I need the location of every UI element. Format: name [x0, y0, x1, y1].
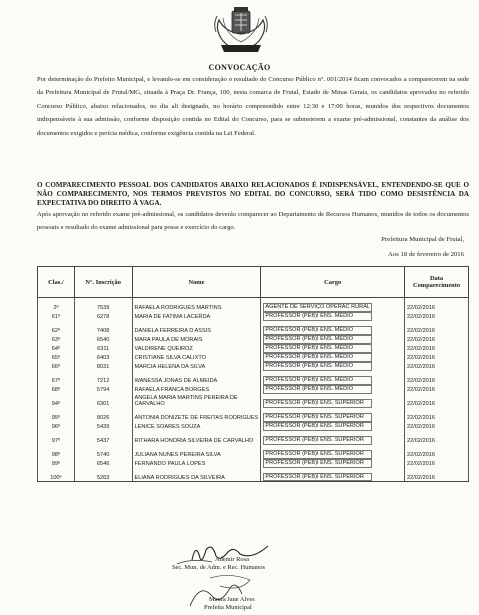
inscricao-cell: 8026: [74, 408, 132, 422]
clas-cell: 65º: [38, 353, 75, 362]
intro-paragraph: Por determinação do Prefeito Municipal, e levando-se em consideração o resultado do Concurso Público n°. 001/2014 ficam convocados a comparecerem na sede da Prefeitura Municipal de Frutal/MG, situada à Praça Dr. França, 100, nesta comarca de Frutal, Estado de Minas Gerais, os candidatos aprovados no referido Concurso Público, abaixo relacionados, no dia ali designado, no horário compreendido entre 12:30 e 17:00 horas, munidos dos respectivos documentos indispensáveis à sua admissão, conforme disposição contida no Edital do Concurso, para se submeterem a exame pré-admissional, constantes da análise dos documentos exigidos e perícia médica, conforme exigência contida na Lei Federal.: [37, 76, 469, 137]
nome-cell: WANESSA JONAS DE ALMEIDA: [132, 371, 261, 385]
cargo-label: PROFESSOR (PEB)I ENS. SUPERIOR: [263, 413, 372, 421]
cargo-label: PROFESSOR (PEB)I ENS. MÉDIO: [263, 335, 372, 343]
nome-cell: RAFAELA RODRIGUES MARTINS: [132, 298, 261, 312]
clas-cell: 98º: [38, 445, 75, 459]
cargo-label: PROFESSOR (PEB)I ENS. MÉDIO: [263, 344, 372, 352]
cargo-cell: [261, 422, 405, 431]
col-header-data: Data Comparecimento: [405, 267, 469, 298]
cargo-label: PROFESSOR (PEB)I ENS. SUPERIOR: [263, 436, 372, 444]
clas-cell: 94º: [38, 394, 75, 408]
data-cell: 22/02/2016: [405, 422, 469, 431]
data-cell: 22/02/2016: [405, 394, 469, 408]
cargo-label: PROFESSOR (PEB)I ENS. MÉDIO: [263, 362, 372, 370]
nome-cell: RAFAELA FRANCA BORGES: [132, 385, 261, 394]
col-header-inscricao: N°. Inscrição: [74, 267, 132, 298]
clas-cell: 100º: [38, 468, 75, 482]
table-row: [38, 459, 469, 468]
data-cell: 22/02/2016: [405, 468, 469, 482]
cargo-label: PROFESSOR (PEB)I ENS. SUPERIOR: [263, 422, 372, 430]
cargo-cell: [261, 459, 405, 468]
inscricao-cell: 7212: [74, 371, 132, 385]
cargo-label: PROFESSOR (PEB)I ENS. SUPERIOR: [263, 473, 372, 481]
table-row: [38, 298, 469, 312]
date-line: Aos 18 de fevereiro de 2016: [388, 251, 464, 258]
table-row: [38, 394, 469, 408]
candidates-table: [37, 266, 469, 482]
inscricao-cell: 7539: [74, 298, 132, 312]
table-row: [38, 431, 469, 445]
nome-cell: RITHARA HONORIA SILVEIRA DE CARVALHO: [132, 431, 261, 445]
data-cell: 22/02/2016: [405, 312, 469, 321]
cargo-cell: [261, 445, 405, 459]
table-row: [38, 422, 469, 431]
table-row: [38, 353, 469, 362]
table-row: [38, 385, 469, 394]
cargo-cell: [261, 321, 405, 335]
clas-cell: 2º: [38, 298, 75, 312]
inscricao-cell: 6278: [74, 312, 132, 321]
signatory-2-name: Maura Jane Alves: [209, 596, 255, 603]
data-cell: 22/02/2016: [405, 459, 469, 468]
nome-cell: MARIA DE FATIMA LACERDA: [132, 312, 261, 321]
nome-cell: CRISTIANE SILVA CALIXTO: [132, 353, 261, 362]
nome-cell: LENICE SOARES SOUZA: [132, 422, 261, 431]
data-cell: 22/02/2016: [405, 335, 469, 344]
table-row: [38, 335, 469, 344]
cargo-cell: [261, 362, 405, 371]
inscricao-cell: 5794: [74, 385, 132, 394]
clas-cell: 67º: [38, 371, 75, 385]
place-line: Prefeitura Municipal de Frutal,: [381, 236, 464, 243]
data-cell: 22/02/2016: [405, 385, 469, 394]
clas-cell: 61º: [38, 312, 75, 321]
inscricao-cell: 5437: [74, 431, 132, 445]
clas-cell: 96º: [38, 422, 75, 431]
data-cell: 22/02/2016: [405, 408, 469, 422]
instructions-paragraph: Após aprovação no referido exame pré-admissional, os candidatos deverão comparecer ao Departamento de Recursos Humanos, munidos de todos os documentos pessoais e resultado do exame admissional para posse e exercício do cargo.: [37, 211, 469, 231]
warning-paragraph: O COMPARECIMENTO PESSOAL DOS CANDIDATOS ABAIXO RELACIONADOS É INDISPENSÁVEL, ENTENDENDO-SE QUE O NÃO COMPARECIMENTO, NOS TERMOS PREVISTOS NO EDITAL DO CONCURSO, SERÁ TIDO COMO DESISTÊNCIA DA EXPECTATIVA DO DIREITO À VAGA.: [37, 181, 469, 207]
cargo-cell: [261, 371, 405, 385]
cargo-cell: [261, 298, 405, 312]
inscricao-cell: 7408: [74, 321, 132, 335]
data-cell: 22/02/2016: [405, 353, 469, 362]
signatory-1-role: Sec. Mun. de Adm. e Rec. Humanos: [172, 564, 266, 571]
cargo-label: AGENTE DE SERVIÇO OPERAC RURAL: [263, 303, 372, 311]
nome-cell: MARA PAULA DE MORAIS: [132, 335, 261, 344]
nome-cell: ANTONIA DONIZETE DE FREITAS RODRIGUES: [132, 408, 261, 422]
cargo-cell: [261, 344, 405, 353]
inscricao-cell: 8031: [74, 362, 132, 371]
inscricao-cell: 5439: [74, 422, 132, 431]
clas-cell: 95º: [38, 408, 75, 422]
clas-cell: 66º: [38, 362, 75, 371]
cargo-label: PROFESSOR (PEB)I ENS. MÉDIO: [263, 326, 372, 334]
cargo-cell: [261, 431, 405, 445]
table-row: [38, 371, 469, 385]
data-cell: 22/02/2016: [405, 431, 469, 445]
data-cell: 22/02/2016: [405, 362, 469, 371]
cargo-cell: [261, 385, 405, 394]
cargo-label: PROFESSOR (PEB)I ENS. MÉDIO: [263, 312, 372, 320]
nome-cell: DANIELA FERREIRA D ASSIS: [132, 321, 261, 335]
table-row: [38, 468, 469, 482]
clas-cell: 99º: [38, 459, 75, 468]
inscricao-cell: 5740: [74, 445, 132, 459]
signatory-1-name: Ademir Rosa: [215, 556, 249, 563]
inscricao-cell: 6301: [74, 394, 132, 408]
cargo-label: PROFESSOR (PEB)I ENS. MÉDIO: [263, 385, 372, 393]
city-crest-icon: [213, 4, 269, 56]
col-header-clas: Clas./: [38, 267, 75, 298]
clas-cell: 97º: [38, 431, 75, 445]
nome-cell: MARCIA HELENA DA SILVA: [132, 362, 261, 371]
cargo-cell: [261, 353, 405, 362]
cargo-label: PROFESSOR (PEB)I ENS. MÉDIO: [263, 353, 372, 361]
inscricao-cell: 6540: [74, 335, 132, 344]
col-header-cargo: Cargo: [261, 267, 405, 298]
table-row: [38, 362, 469, 371]
cargo-cell: [261, 408, 405, 422]
cargo-cell: [261, 335, 405, 344]
data-cell: 22/02/2016: [405, 298, 469, 312]
cargo-label: PROFESSOR (PEB)I ENS. SUPERIOR: [263, 459, 372, 467]
cargo-cell: [261, 312, 405, 321]
table-row: [38, 408, 469, 422]
table-row: [38, 445, 469, 459]
nome-cell: VALDIRENE QUEIROZ: [132, 344, 261, 353]
cargo-label: PROFESSOR (PEB)I ENS. SUPERIOR: [263, 399, 372, 407]
nome-cell: ANGELA MARIA MARTINS PEREIRA DE CARVALHO: [132, 394, 261, 408]
nome-cell: JULIANA NUNES PEREIRA SILVA: [132, 445, 261, 459]
data-cell: 22/02/2016: [405, 344, 469, 353]
signatory-2-role: Prefeita Municipal: [204, 604, 252, 611]
data-cell: 22/02/2016: [405, 445, 469, 459]
nome-cell: FERNANDO PAULA LOPES: [132, 459, 261, 468]
inscricao-cell: 6311: [74, 344, 132, 353]
inscricao-cell: 5263: [74, 468, 132, 482]
clas-cell: 68º: [38, 385, 75, 394]
inscricao-cell: 6546: [74, 459, 132, 468]
table-row: [38, 321, 469, 335]
table-row: [38, 312, 469, 321]
cargo-label: PROFESSOR (PEB)I ENS. SUPERIOR: [263, 450, 372, 458]
clas-cell: 63º: [38, 335, 75, 344]
data-cell: 22/02/2016: [405, 321, 469, 335]
nome-cell: ELIANA RODRIGUES DA SILVEIRA: [132, 468, 261, 482]
cargo-cell: [261, 394, 405, 408]
clas-cell: 62º: [38, 321, 75, 335]
page-title: CONVOCAÇÃO: [208, 63, 271, 72]
table-header-row: [38, 267, 469, 298]
col-header-nome: Nome: [132, 267, 261, 298]
clas-cell: 64º: [38, 344, 75, 353]
cargo-cell: [261, 468, 405, 482]
table-row: [38, 344, 469, 353]
data-cell: 22/02/2016: [405, 371, 469, 385]
inscricao-cell: 6403: [74, 353, 132, 362]
cargo-label: PROFESSOR (PEB)I ENS. MÉDIO: [263, 376, 372, 384]
